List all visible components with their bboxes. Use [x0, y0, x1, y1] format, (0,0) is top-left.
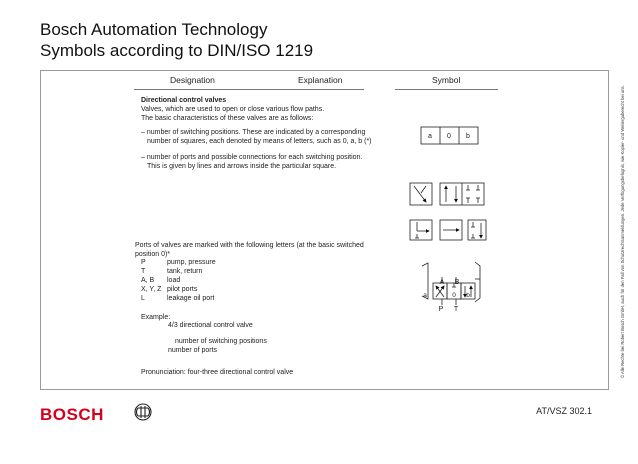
- side-label-b: b: [466, 292, 470, 299]
- example-label: Example:: [141, 314, 171, 321]
- point1-line1: – number of switching positions. These are indicated by a corresponding: [141, 129, 366, 136]
- document-number: AT/VSZ 302.1: [536, 406, 592, 416]
- ports-intro-1: Ports of valves are marked with the following letters (at the basic switched: [135, 242, 364, 249]
- point1-line2: number of squares, each denoted by means of letters, such as 0, a, b (*): [147, 138, 372, 145]
- example-line2: number of switching positions: [175, 338, 267, 345]
- point2-line1: – number of ports and possible connections for each switching position.: [141, 154, 363, 161]
- valve-symbol-row1: [410, 183, 484, 205]
- port-label-P: P: [438, 306, 444, 313]
- port-code: X, Y, Z: [141, 286, 162, 293]
- section-intro-1: Valves, which are used to open or close various flow paths.: [141, 106, 325, 113]
- port-code: P: [141, 259, 146, 266]
- position-label-a: a: [428, 133, 432, 140]
- page-title-line1: Bosch Automation Technology: [40, 20, 268, 39]
- port-code: A, B: [141, 277, 155, 284]
- port-code: T: [141, 268, 146, 275]
- port-label-B: B: [454, 279, 460, 286]
- center-label-0: 0: [452, 292, 456, 299]
- page-title-line2: Symbols according to DIN/ISO 1219: [40, 41, 314, 60]
- column-symbol: Symbol: [432, 75, 461, 85]
- port-desc: pilot ports: [167, 286, 198, 293]
- port-label-A: A: [439, 279, 445, 286]
- ports-intro-2: position 0)*: [135, 251, 171, 258]
- port-desc: tank, return: [167, 268, 203, 275]
- port-desc: load: [167, 277, 181, 284]
- port-label-T: T: [453, 306, 459, 313]
- column-explanation: Explanation: [298, 75, 343, 85]
- position-label-0: 0: [447, 133, 451, 140]
- example-line1: 4/3 directional control valve: [168, 322, 253, 329]
- valve-4-3-symbol: [422, 262, 480, 305]
- section-intro-2: The basic characteristics of these valves are as follows:: [141, 115, 314, 122]
- position-label-b: b: [466, 133, 470, 140]
- port-code: L: [141, 295, 145, 302]
- valve-symbol-row2: [410, 220, 486, 240]
- section-heading: Directional control valves: [141, 97, 227, 104]
- port-desc: leakage oil port: [167, 295, 215, 302]
- port-desc: pump, pressure: [167, 259, 216, 266]
- point2-line2: This is given by lines and arrows inside the particular square.: [147, 163, 337, 170]
- copyright-note: © Alle Rechte bei Robert Bosch GmbH, auch für den Fall von Schutzrechtsanmeldungen. Jede Verfügungsbefugnis, wie Kopier- und Weitergaberecht bei uns.: [620, 85, 625, 378]
- example-pronunciation: Pronunciation: four-three directional control valve: [141, 369, 294, 376]
- column-designation: Designation: [170, 75, 215, 85]
- bosch-brand-logo: BOSCH: [40, 405, 104, 424]
- side-label-a: a: [423, 292, 427, 299]
- bosch-armature-icon: [135, 404, 151, 420]
- example-line3: number of ports: [168, 347, 218, 354]
